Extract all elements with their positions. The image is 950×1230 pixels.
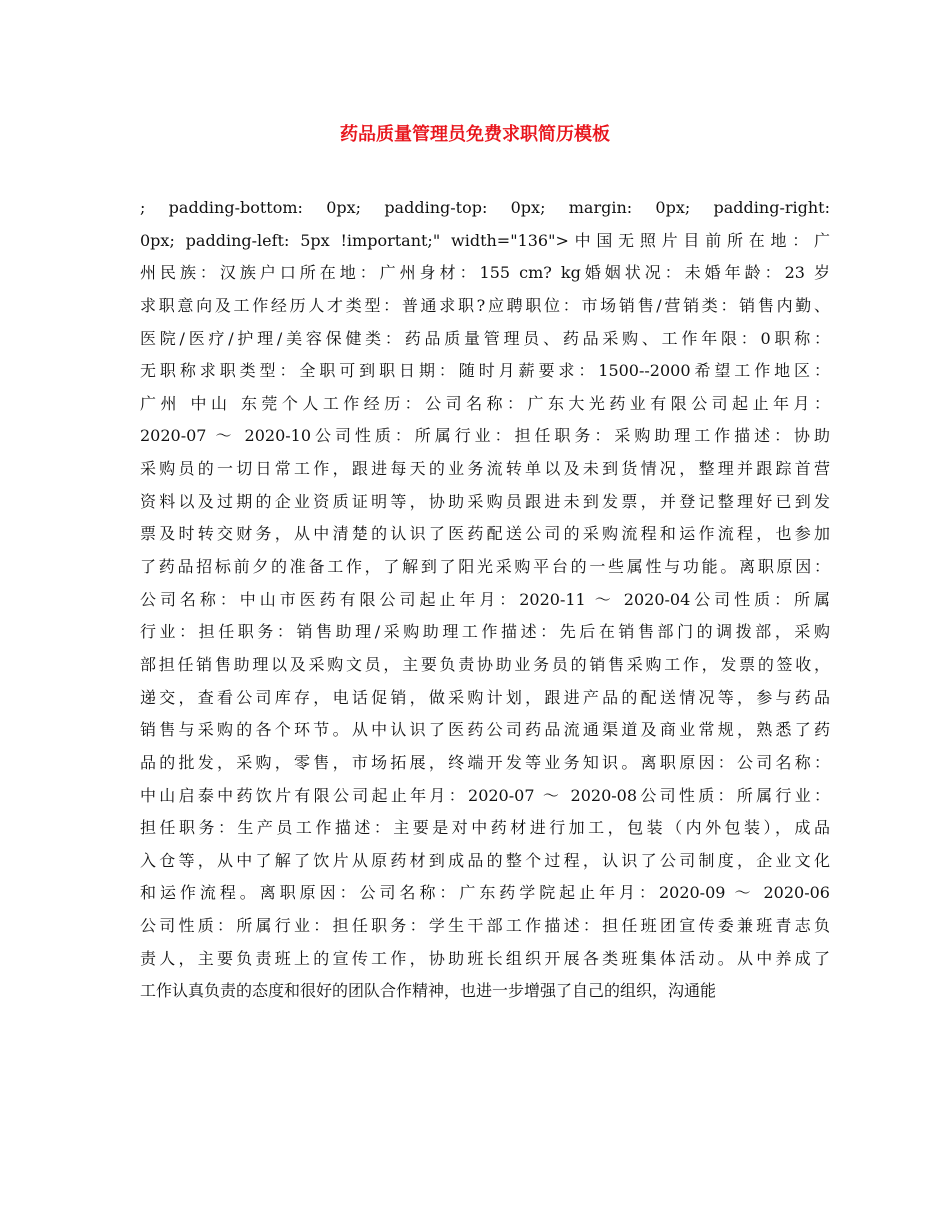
body-line: 广州 中山 东莞个人工作经历：公司名称：广东大光药业有限公司起止年月： xyxy=(140,393,830,413)
body-line: 担任职务：生产员工作描述：主要是对中药材进行加工，包装（内外包装），成品 xyxy=(140,818,830,838)
body-line: 0px; padding-left: 5px !important;" width="136">中国无照片目前所在地：广 xyxy=(140,230,830,250)
body-line: 了药品招标前夕的准备工作，了解到了阳光采购平台的一些属性与功能。离职原因： xyxy=(140,557,830,577)
body-line: 递交，查看公司库存，电话促销，做采购计划，跟进产品的配送情况等，参与药品 xyxy=(140,687,830,707)
body-line: 行业：担任职务：销售助理/采购助理工作描述：先后在销售部门的调拨部，采购 xyxy=(140,622,830,642)
body-line: 医院/医疗/护理/美容保健类：药品质量管理员、药品采购、工作年限：0职称： xyxy=(140,328,830,348)
document-title: 药品质量管理员免费求职简历模板 xyxy=(340,124,610,145)
body-line: 部担任销售助理以及采购文员，主要负责协助业务员的销售采购工作，发票的签收， xyxy=(140,654,830,674)
body-line: 票及时转交财务，从中清楚的认识了医药配送公司的采购流程和运作流程，也参加 xyxy=(140,524,830,544)
body-line: 州民族：汉族户口所在地：广州身材：155 cm? kg婚姻状况：未婚年龄：23 岁 xyxy=(140,263,830,283)
body-line: 责人，主要负责班上的宣传工作，协助班长组织开展各类班集体活动。从中养成了 xyxy=(140,948,830,968)
body-line: 和运作流程。离职原因：公司名称：广东药学院起止年月：2020-09 ～ 2020-06 xyxy=(140,883,830,903)
body-line: 入仓等，从中了解了饮片从原药材到成品的整个过程，认识了公司制度，企业文化 xyxy=(140,850,830,870)
body-line: 无职称求职类型：全职可到职日期：随时月薪要求：1500--2000希望工作地区： xyxy=(140,361,830,381)
body-line: 公司名称：中山市医药有限公司起止年月：2020-11 ～ 2020-04公司性质：所属 xyxy=(140,589,830,609)
body-line: 2020-07 ～ 2020-10公司性质：所属行业：担任职务：采购助理工作描述：协助 xyxy=(140,426,830,446)
body-line: 品的批发，采购，零售，市场拓展，终端开发等业务知识。离职原因：公司名称： xyxy=(140,752,830,772)
body-line: 求职意向及工作经历人才类型：普通求职?应聘职位：市场销售/营销类：销售内勤、 xyxy=(140,295,830,315)
body-line: 公司性质：所属行业：担任职务：学生干部工作描述：担任班团宣传委兼班青志负 xyxy=(140,916,830,936)
body-line: 采购员的一切日常工作，跟进每天的业务流转单以及未到货情况，整理并跟踪首营 xyxy=(140,459,830,479)
body-line: 资料以及过期的企业资质证明等，协助采购员跟进未到发票，并登记整理好已到发 xyxy=(140,491,830,511)
document-body xyxy=(140,192,830,1008)
body-line: ; padding-bottom: 0px; padding-top: 0px; margin: 0px; padding-right: xyxy=(140,198,830,217)
body-line: 工作认真负责的态度和很好的团队合作精神，也进一步增强了自己的组织，沟通能 xyxy=(140,981,717,1001)
body-line: 中山启泰中药饮片有限公司起止年月：2020-07 ～ 2020-08公司性质：所属行业： xyxy=(140,785,830,805)
body-line: 销售与采购的各个环节。从中认识了医药公司药品流通渠道及商业常规，熟悉了药 xyxy=(140,720,830,740)
